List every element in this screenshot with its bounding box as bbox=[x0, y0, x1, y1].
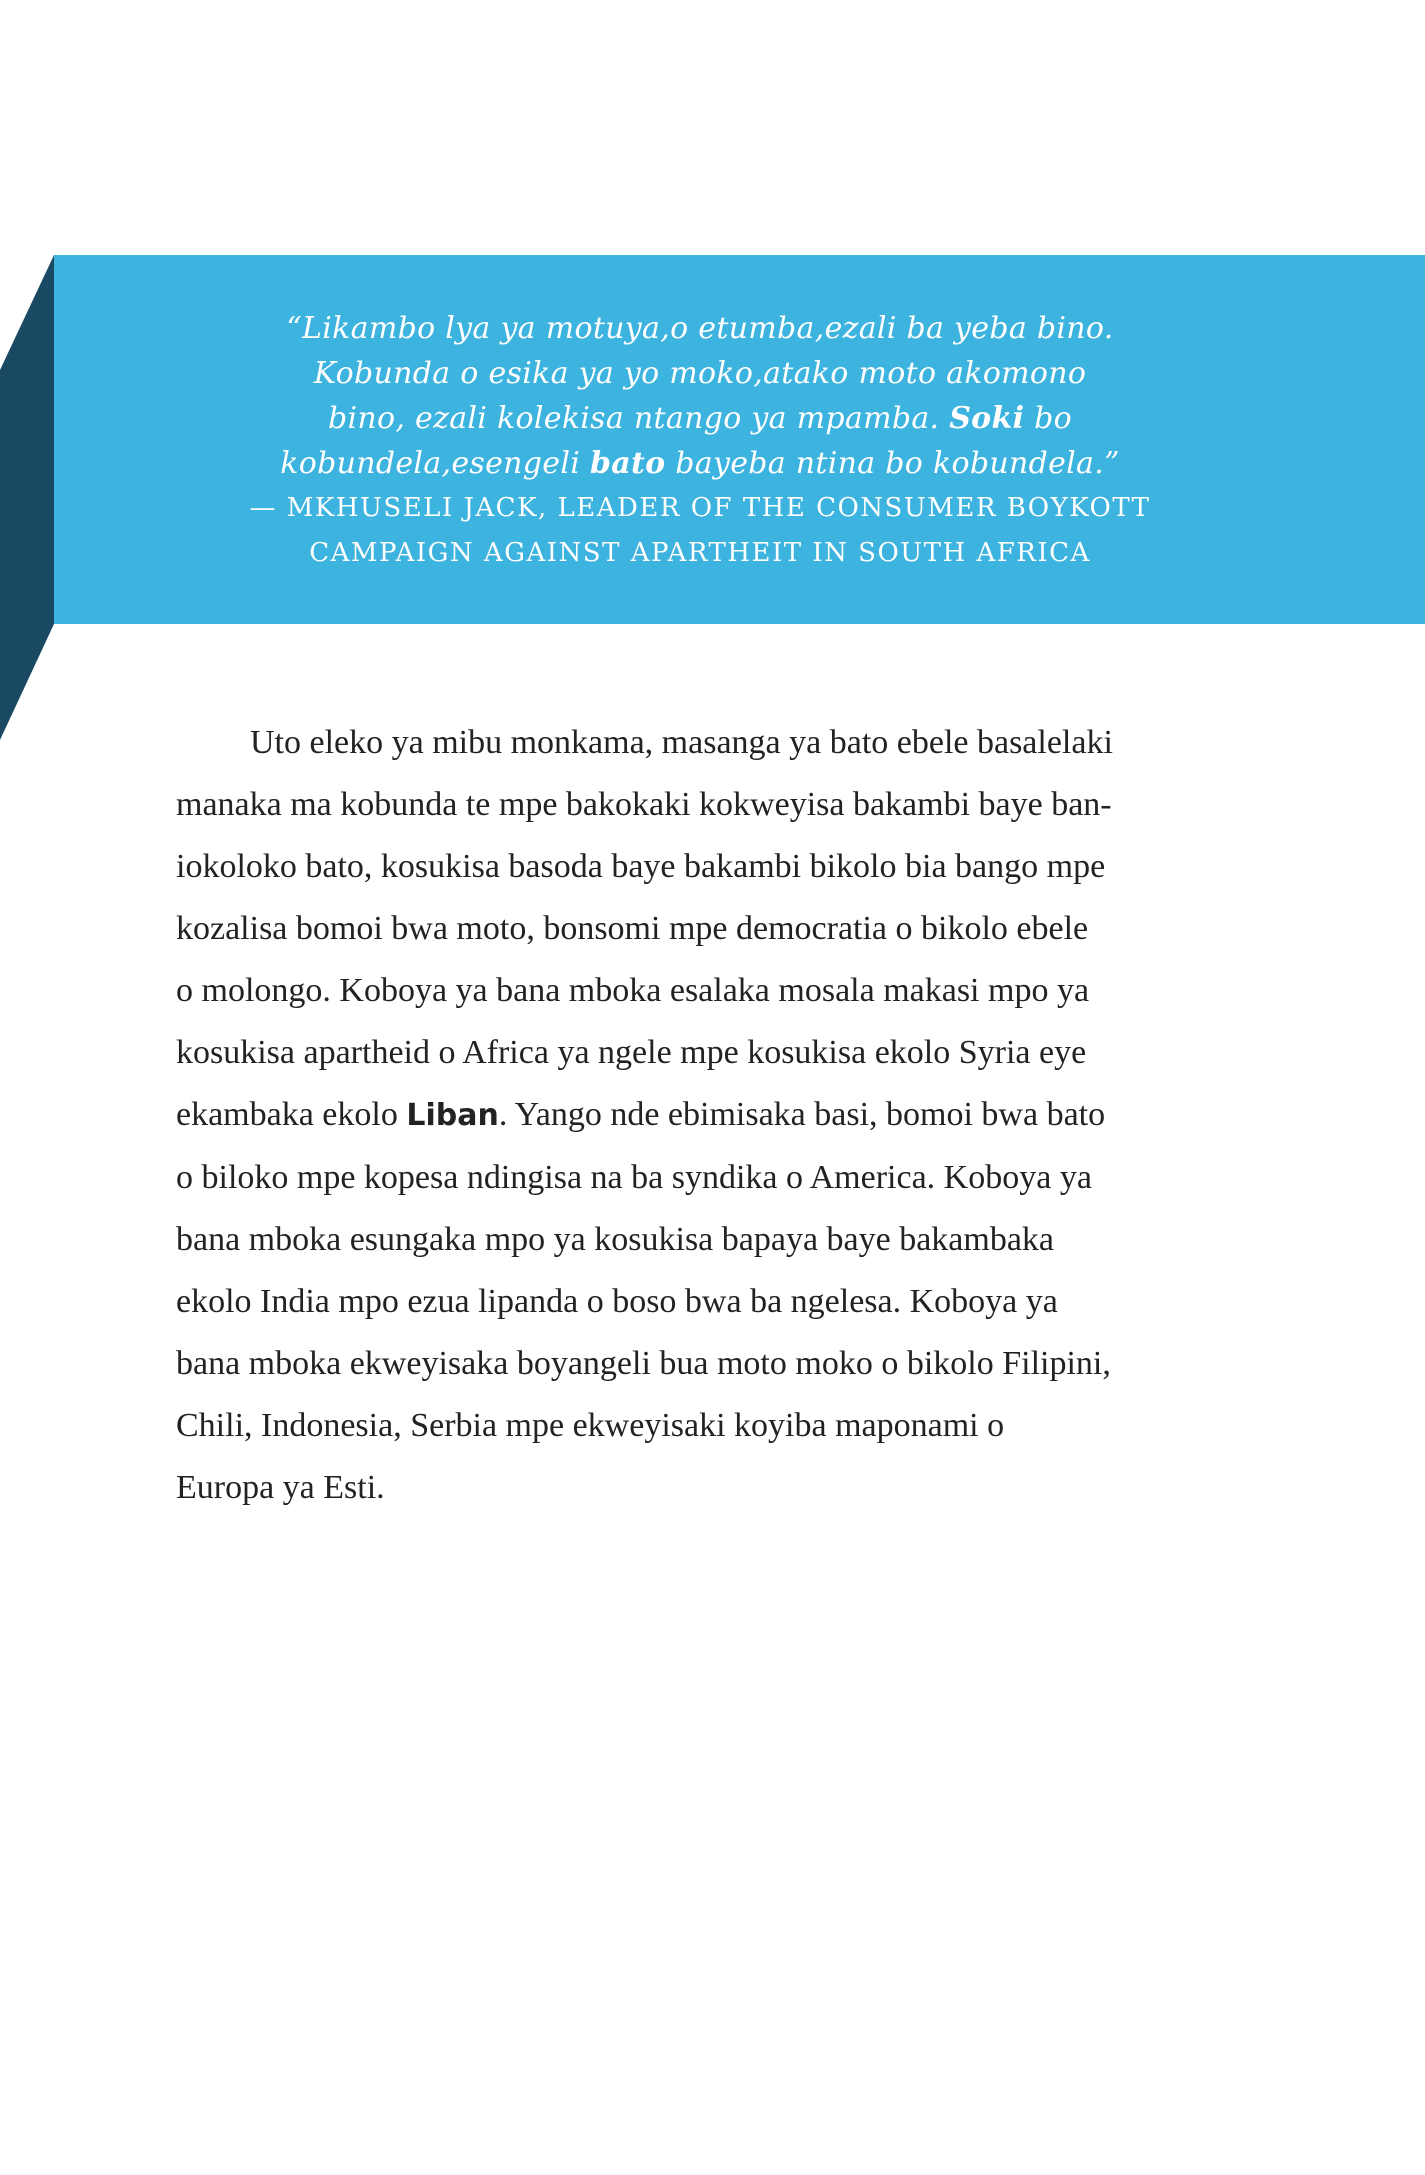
quote-attribution: — MKHUSELI JACK, LEADER OF THE CONSUMER BOYKOTT bbox=[249, 493, 1151, 523]
quote-line: bino, ezali kolekisa ntango ya mpamba. Soki bo bbox=[328, 401, 1072, 436]
body-paragraph bbox=[176, 712, 1256, 1519]
body-line: o molongo. Koboya ya bana mboka esalaka mosala makasi mpo ya bbox=[176, 972, 1090, 1009]
body-line: bana mboka ekweyisaka boyangeli bua moto moko o bikolo Filipini, bbox=[176, 1345, 1111, 1382]
quote-line: Kobunda o esika ya yo moko,atako moto akomono bbox=[313, 356, 1087, 391]
body-line: ekolo India mpo ezua lipanda o boso bwa ba ngelesa. Koboya ya bbox=[176, 1283, 1058, 1320]
body-line: iokoloko bato, kosukisa basoda baye bakambi bikolo bia bango mpe bbox=[176, 848, 1106, 885]
body-line: manaka ma kobunda te mpe bakokaki kokweyisa bakambi baye ban- bbox=[176, 786, 1112, 823]
body-line: o biloko mpe kopesa ndingisa na ba syndika o America. Koboya ya bbox=[176, 1159, 1092, 1196]
body-line: Uto eleko ya mibu monkama, masanga ya bato ebele basalelaki bbox=[250, 724, 1113, 761]
quote-attribution: CAMPAIGN AGAINST APARTHEIT IN SOUTH AFRICA bbox=[309, 538, 1091, 568]
banner-fold-shape bbox=[0, 0, 60, 760]
emphasis-liban: Liban bbox=[406, 1098, 499, 1133]
body-line: ekambaka ekolo Liban. Yango nde ebimisaka basi, bomoi bwa bato bbox=[176, 1096, 1106, 1133]
body-line: Chili, Indonesia, Serbia mpe ekweyisaki koyiba maponami o bbox=[176, 1407, 1005, 1444]
body-line: kosukisa apartheid o Africa ya ngele mpe kosukisa ekolo Syria eye bbox=[176, 1034, 1087, 1071]
quote-block bbox=[220, 306, 1180, 576]
body-line: kozalisa bomoi bwa moto, bonsomi mpe democratia o bikolo ebele bbox=[176, 910, 1089, 947]
emphasis-soki: Soki bbox=[949, 401, 1025, 436]
quote-line: “Likambo lya ya motuya,o etumba,ezali ba yeba bino. bbox=[286, 311, 1114, 346]
body-line: Europa ya Esti. bbox=[176, 1469, 385, 1506]
emphasis-bato: bato bbox=[589, 446, 666, 481]
quote-line: kobundela,esengeli bato bayeba ntina bo kobundela.” bbox=[280, 446, 1120, 481]
body-line: bana mboka esungaka mpo ya kosukisa bapaya baye bakambaka bbox=[176, 1221, 1055, 1258]
